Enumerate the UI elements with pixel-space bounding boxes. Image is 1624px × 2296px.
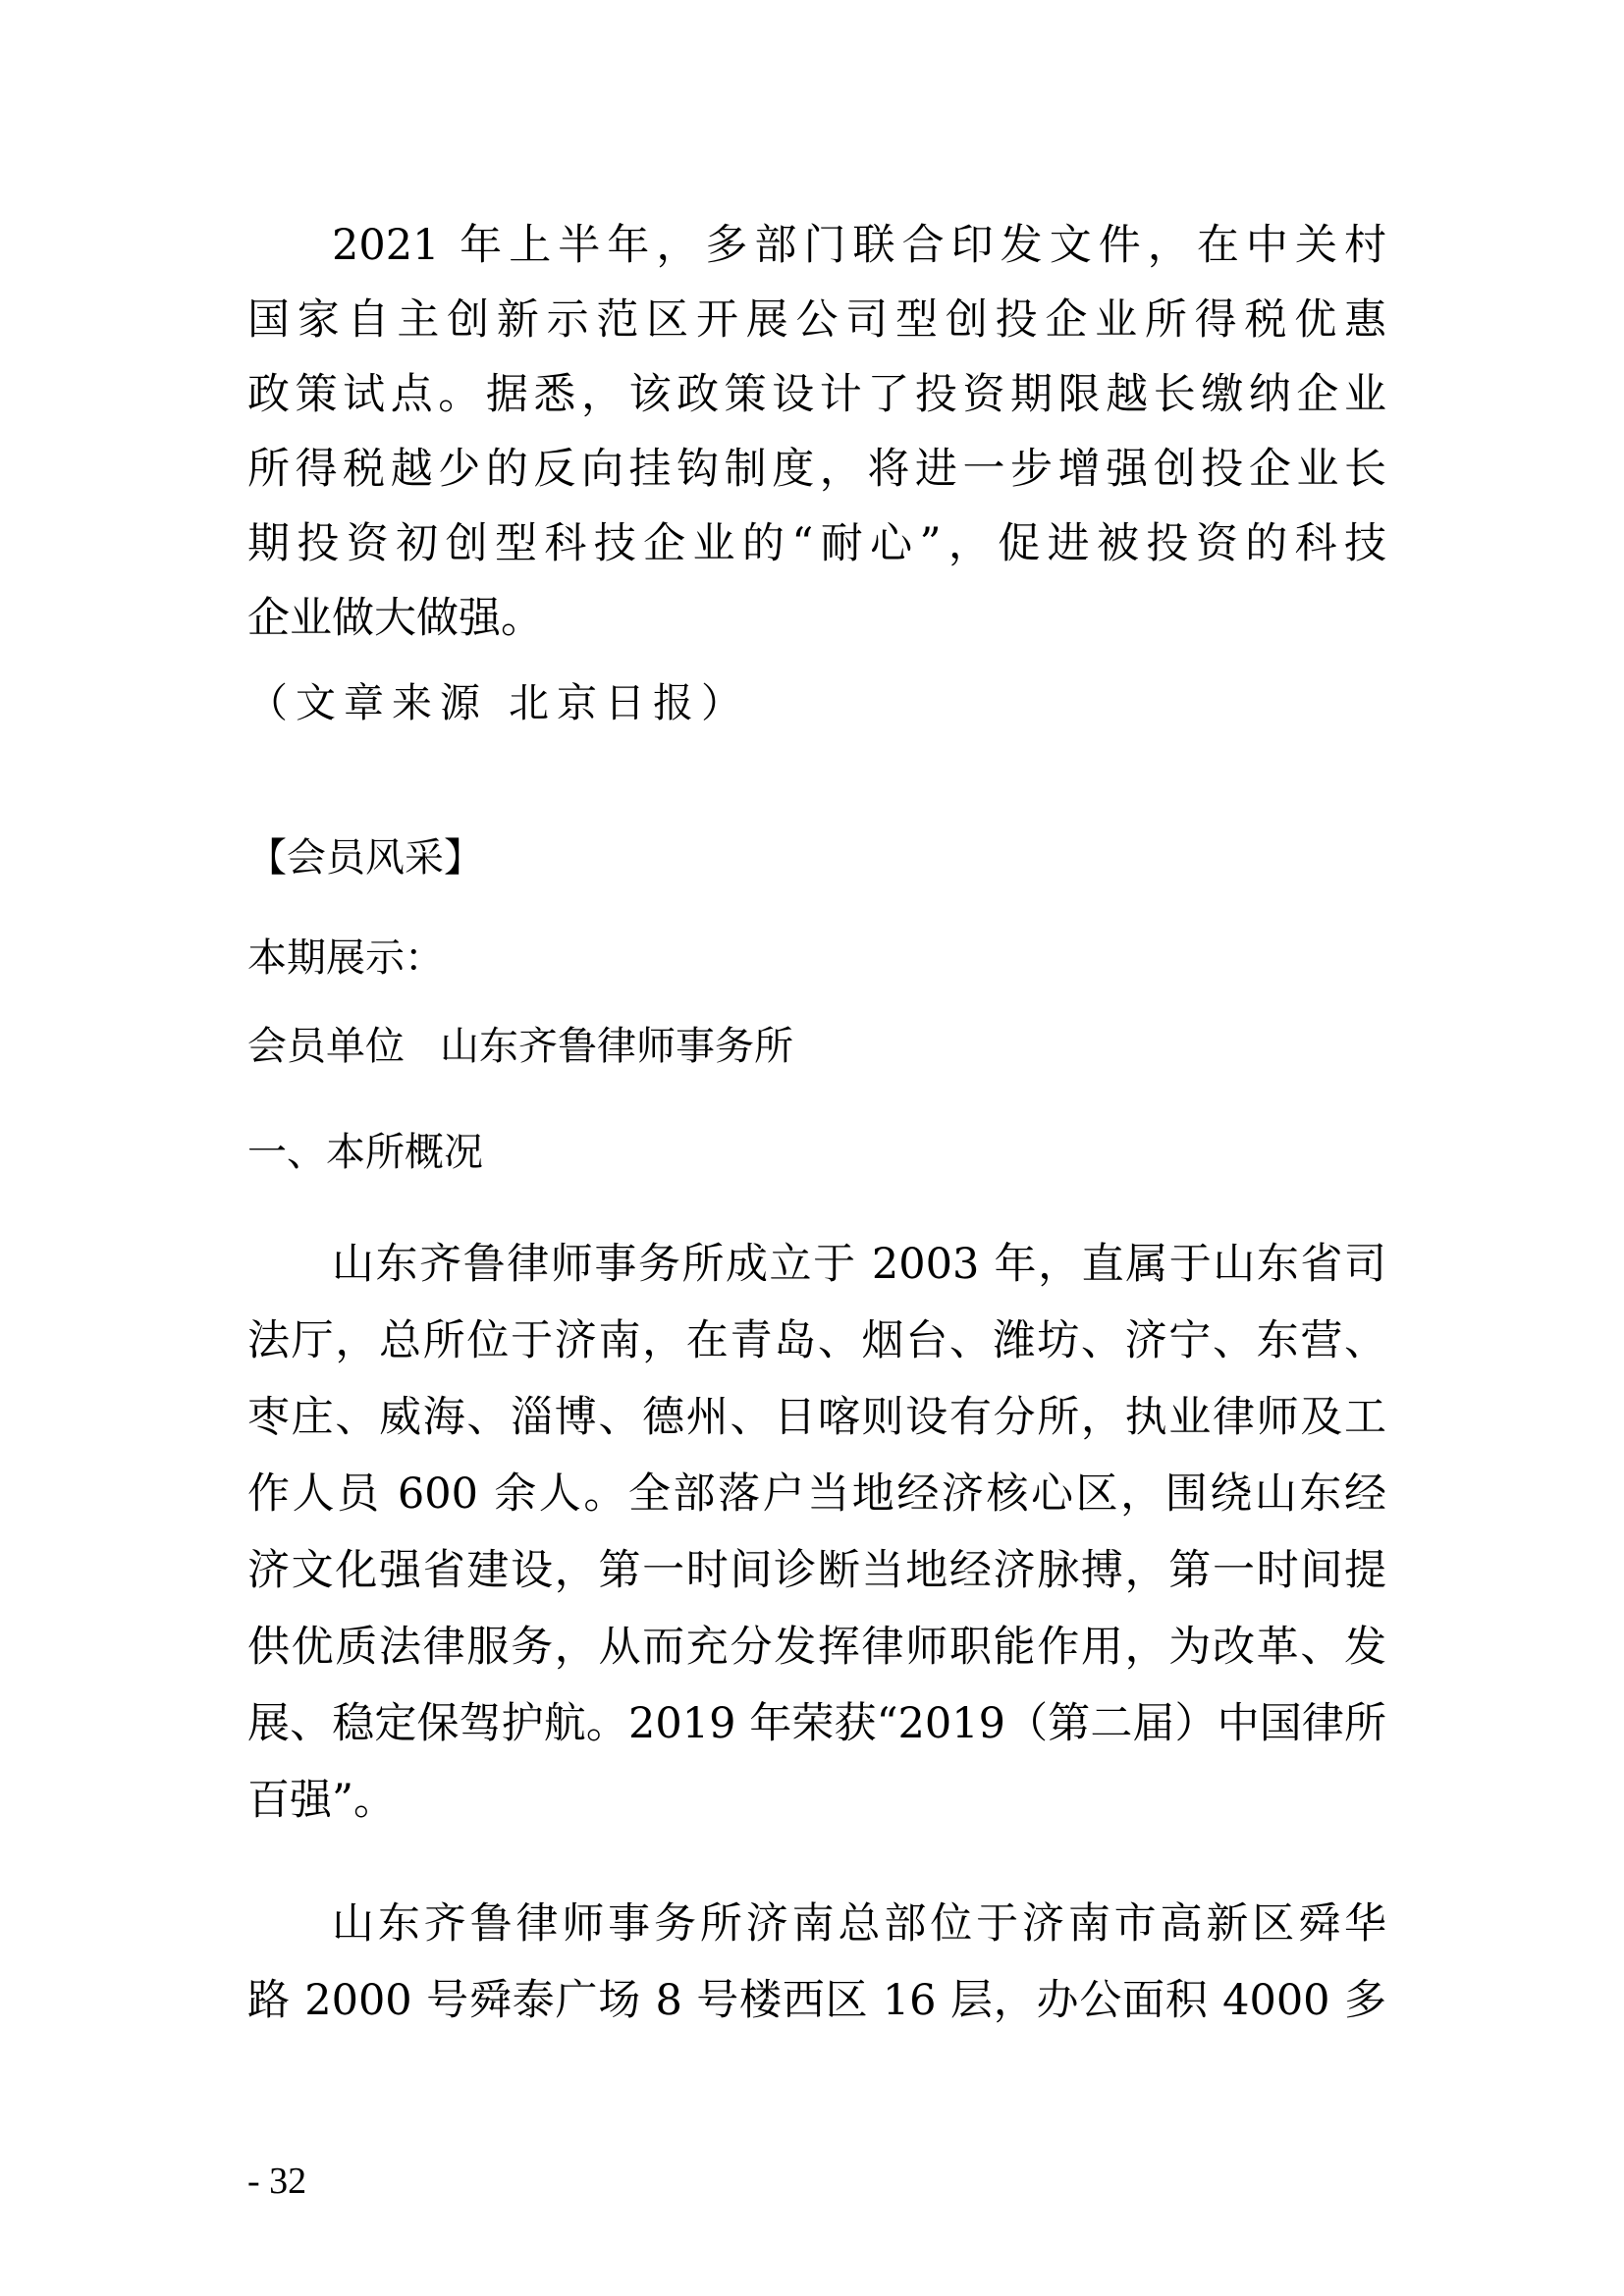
text-line: 百强”。 xyxy=(247,1776,396,1825)
text-line: 供优质法律服务，从而充分发挥律师职能作用，为改革、发 xyxy=(247,1623,1386,1672)
text-line: 期投资初创型科技企业的“耐心”，促进被投资的科技 xyxy=(247,519,1386,568)
text-line: 2021 年上半年，多部门联合印发文件，在中关村 xyxy=(332,221,1386,270)
text-line: 所得税越少的反向挂钩制度，将进一步增强创投企业长 xyxy=(247,445,1386,494)
showcase-label: 本期展示： xyxy=(247,935,444,981)
member-unit-label: 会员单位 xyxy=(247,1024,405,1069)
page-number: - 32 xyxy=(247,2161,307,2202)
text-line: 政策试点。据悉，该政策设计了投资期限越长缴纳企业 xyxy=(247,370,1386,419)
text-line: 法厅，总所位于济南，在青岛、烟台、潍坊、济宁、东营、 xyxy=(247,1316,1386,1365)
text-line: 作人员 600 余人。全部落户当地经济核心区，围绕山东经 xyxy=(247,1469,1386,1519)
text-line: 山东齐鲁律师事务所济南总部位于济南市高新区舜华 xyxy=(332,1899,1386,1949)
member-unit xyxy=(247,1011,793,1082)
text-line: 山东齐鲁律师事务所成立于 2003 年，直属于山东省司 xyxy=(332,1240,1386,1289)
text-line: 国家自主创新示范区开展公司型创投企业所得税优惠 xyxy=(247,295,1386,345)
member-unit-name: 山东齐鲁律师事务所 xyxy=(440,1024,793,1069)
text-line: 展、稳定保驾护航。2019 年荣获“2019（第二届）中国律所 xyxy=(247,1699,1386,1748)
article-source: （文章来源 北京日报） xyxy=(247,679,750,726)
text-line: 企业做大做强。 xyxy=(247,594,543,643)
text-line: 济文化强省建设，第一时间诊断当地经济脉搏，第一时间提 xyxy=(247,1546,1386,1595)
section-header: 【会员风采】 xyxy=(247,835,483,881)
text-line: 枣庄、威海、淄博、德州、日喀则设有分所，执业律师及工 xyxy=(247,1393,1386,1442)
heading-overview: 一、本所概况 xyxy=(247,1130,483,1175)
text-line: 路 2000 号舜泰广场 8 号楼西区 16 层，办公面积 4000 多 xyxy=(247,1976,1386,2025)
